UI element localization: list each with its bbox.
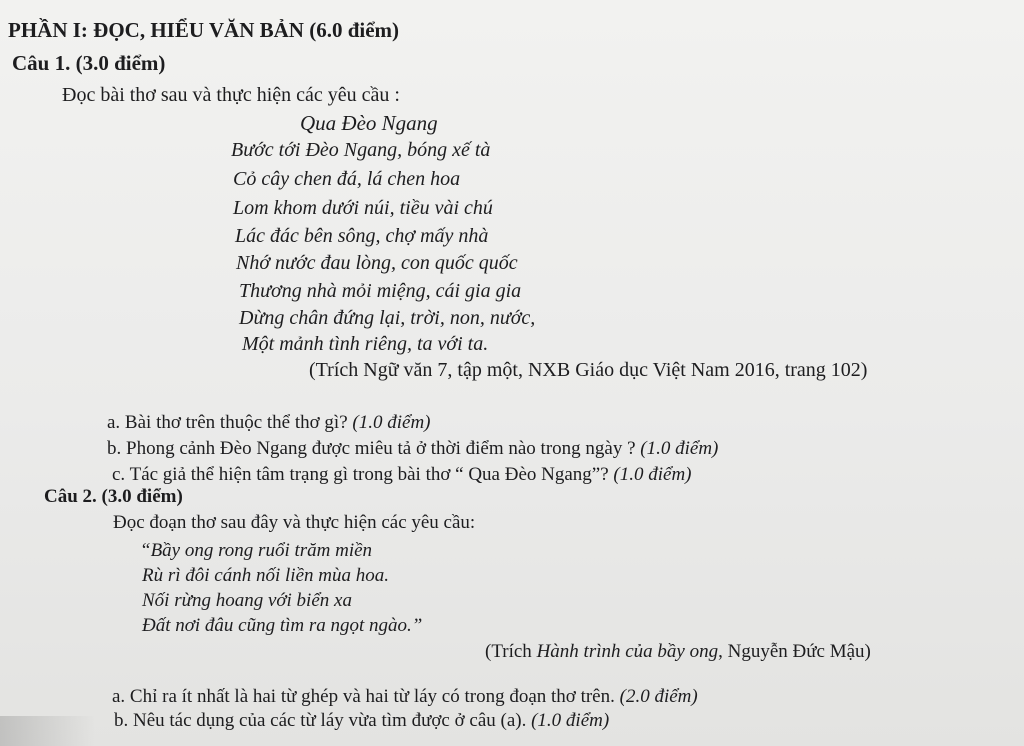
item-text: a. Bài thơ trên thuộc thể thơ gì?: [107, 412, 353, 433]
question-1-title: Câu 1. (3.0 điểm): [12, 51, 166, 75]
item-text: b. Nêu tác dụng của các từ láy vừa tìm được ở câu (a).: [114, 710, 532, 731]
poem-line: Cỏ cây chen đá, lá chen hoa: [233, 168, 461, 190]
poem-line: Bước tới Đèo Ngang, bóng xế tà: [231, 139, 491, 161]
poem-line: Lác đác bên sông, chợ mấy nhà: [235, 225, 489, 247]
question-2-instruction: Đọc đoạn thơ sau đây và thực hiện các yêu cầu:: [113, 512, 476, 533]
item-text: c. Tác giả thể hiện tâm trạng gì trong bài thơ “ Qua Đèo Ngang”?: [112, 464, 614, 485]
question-2-title: Câu 2. (3.0 điểm): [44, 486, 183, 507]
item-text: a. Chỉ ra ít nhất là hai từ ghép và hai từ láy có trong đoạn thơ trên.: [112, 686, 620, 707]
question-1-item-c: [112, 465, 692, 484]
source-prefix: (Trích: [485, 641, 537, 662]
poem-line: “Bầy ong rong ruổi trăm miền: [140, 540, 373, 561]
photo-shadow: [0, 716, 95, 746]
source-work: Hành trình của bầy ong: [536, 641, 719, 662]
poem-line: Lom khom dưới núi, tiều vài chú: [233, 197, 493, 219]
part-title: PHẦN I: ĐỌC, HIỂU VĂN BẢN (6.0 điểm): [8, 18, 400, 42]
question-1-item-a: [107, 413, 431, 432]
question-1-item-b: [107, 439, 718, 458]
item-score: (1.0 điểm): [531, 710, 610, 731]
poem-line: Một mảnh tình riêng, ta với ta.: [242, 333, 489, 355]
poem-line: Đất nơi đâu cũng tìm ra ngọt ngào.”: [142, 615, 423, 636]
question-2-item-a: [112, 687, 698, 706]
poem-2-source: [485, 642, 871, 661]
question-2-item-b: [114, 711, 609, 730]
item-score: (1.0 điểm): [352, 412, 431, 433]
item-score: (1.0 điểm): [640, 438, 719, 459]
item-score: (2.0 điểm): [619, 686, 698, 707]
poem-line: Rù rì đôi cánh nối liền mùa hoa.: [142, 565, 389, 586]
poem-title: Qua Đèo Ngang: [300, 111, 438, 135]
poem-line: Nối rừng hoang với biển xa: [142, 590, 352, 611]
source-suffix: , Nguyễn Đức Mậu): [718, 641, 871, 662]
question-1-instruction: Đọc bài thơ sau và thực hiện các yêu cầu :: [62, 84, 400, 106]
item-score: (1.0 điểm): [613, 464, 692, 485]
poem-line: Nhớ nước đau lòng, con quốc quốc: [236, 252, 518, 274]
item-text: b. Phong cảnh Đèo Ngang được miêu tả ở thời điểm nào trong ngày ?: [107, 438, 641, 459]
poem-source: (Trích Ngữ văn 7, tập một, NXB Giáo dục Việt Nam 2016, trang 102): [309, 359, 868, 381]
poem-line: Dừng chân đứng lại, trời, non, nước,: [239, 307, 536, 329]
poem-line: Thương nhà mỏi miệng, cái gia gia: [239, 280, 522, 302]
